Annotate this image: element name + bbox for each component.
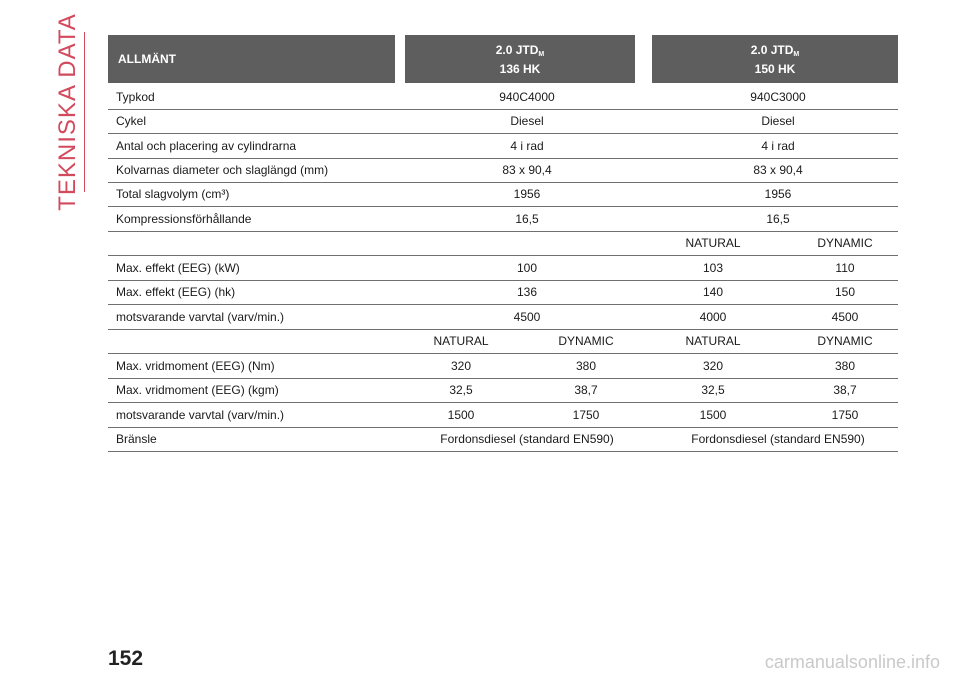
value-150hk-natural: 32,5 [701,383,725,397]
watermark: carmanualsonline.info [764,652,940,672]
value-150hk: 1956 [764,187,792,201]
row-label: Antal och placering av cylindrarna [116,139,297,153]
subheader-dynamic: DYNAMIC [558,334,614,348]
value-150hk-natural: 103 [702,261,724,275]
value-150hk-dynamic: 4500 [831,310,859,324]
table-row [108,134,898,159]
table-row [108,354,898,379]
table-row [108,427,898,452]
value-136hk: 4500 [513,310,541,324]
value-136hk-dynamic: 380 [575,359,597,373]
subheader-natural: NATURAL [433,334,489,348]
value-136hk: 16,5 [515,212,539,226]
value-150hk-dynamic: 38,7 [833,383,857,397]
value-150hk-natural: 140 [702,285,724,299]
value-150hk-dynamic: 1750 [831,408,859,422]
value-150hk-natural: 1500 [699,408,727,422]
table-row [108,403,898,428]
subheader-dynamic: DYNAMIC [817,334,873,348]
value-136hk: 1956 [513,187,541,201]
value-150hk: 4 i rad [761,139,795,153]
header-allmant: ALLMÄNT [108,35,395,83]
value-136hk: 4 i rad [510,139,544,153]
value-136hk: 940C4000 [499,90,555,104]
subheader-natural: NATURAL [685,334,741,348]
value-136hk: 136 [516,285,538,299]
value-150hk-dynamic: 110 [835,261,855,275]
value-150hk-dynamic: 380 [834,359,856,373]
value-150hk-natural: 4000 [699,310,727,324]
table-row [108,280,898,305]
value-136hk: Fordonsdiesel (standard EN590) [440,432,614,446]
value-150hk: Fordonsdiesel (standard EN590) [691,432,865,446]
table-row [108,378,898,403]
table-row-subheader [108,329,898,354]
page-number: 152 [108,647,144,670]
row-label: Max. vridmoment (EEG) (kgm) [116,383,279,397]
value-136hk-natural: 32,5 [449,383,473,397]
section-divider [84,32,85,192]
row-label: Max. effekt (EEG) (kW) [116,261,240,275]
value-136hk: 83 x 90,4 [502,163,552,177]
row-label: Max. effekt (EEG) (hk) [116,285,236,299]
row-label: Max. vridmoment (EEG) (Nm) [116,359,275,373]
table-row [108,182,898,207]
value-150hk: Diesel [761,114,795,128]
value-150hk-dynamic: 150 [834,285,856,299]
value-136hk-natural: 1500 [447,408,475,422]
table-row-subheader [108,231,898,256]
value-136hk: 100 [516,261,538,275]
row-label: Cykel [116,114,147,128]
row-label: Typkod [116,90,155,104]
subheader-natural: NATURAL [685,236,741,250]
value-136hk-dynamic: 1750 [572,408,600,422]
table-row [108,158,898,183]
value-150hk: 83 x 90,4 [753,163,803,177]
table-row [108,305,898,330]
table-row [108,256,898,281]
header-150hk: 2.0 $JTD_M$ 150 HK [652,35,898,83]
value-136hk-dynamic: 38,7 [574,383,598,397]
row-label: Kolvarnas diameter och slaglängd (mm) [116,163,329,177]
row-label: Bränsle [116,432,157,446]
row-label: Total slagvolym (cm³) [116,187,230,201]
row-label: Kompressionsförhållande [116,212,252,226]
table-row [108,109,898,134]
value-150hk: 16,5 [766,212,790,226]
value-136hk: Diesel [510,114,544,128]
value-150hk-natural: 320 [702,359,724,373]
table-row [108,207,898,232]
value-136hk-natural: 320 [450,359,472,373]
table-row [108,85,898,110]
row-label: motsvarande varvtal (varv/min.) [116,408,285,422]
value-150hk: 940C3000 [750,90,806,104]
subheader-dynamic: DYNAMIC [817,236,873,250]
section-title: TEKNISKA DATA [54,13,81,211]
row-label: motsvarande varvtal (varv/min.) [116,310,285,324]
header-136hk: 2.0 $JTD_M$ 136 HK [405,35,635,83]
